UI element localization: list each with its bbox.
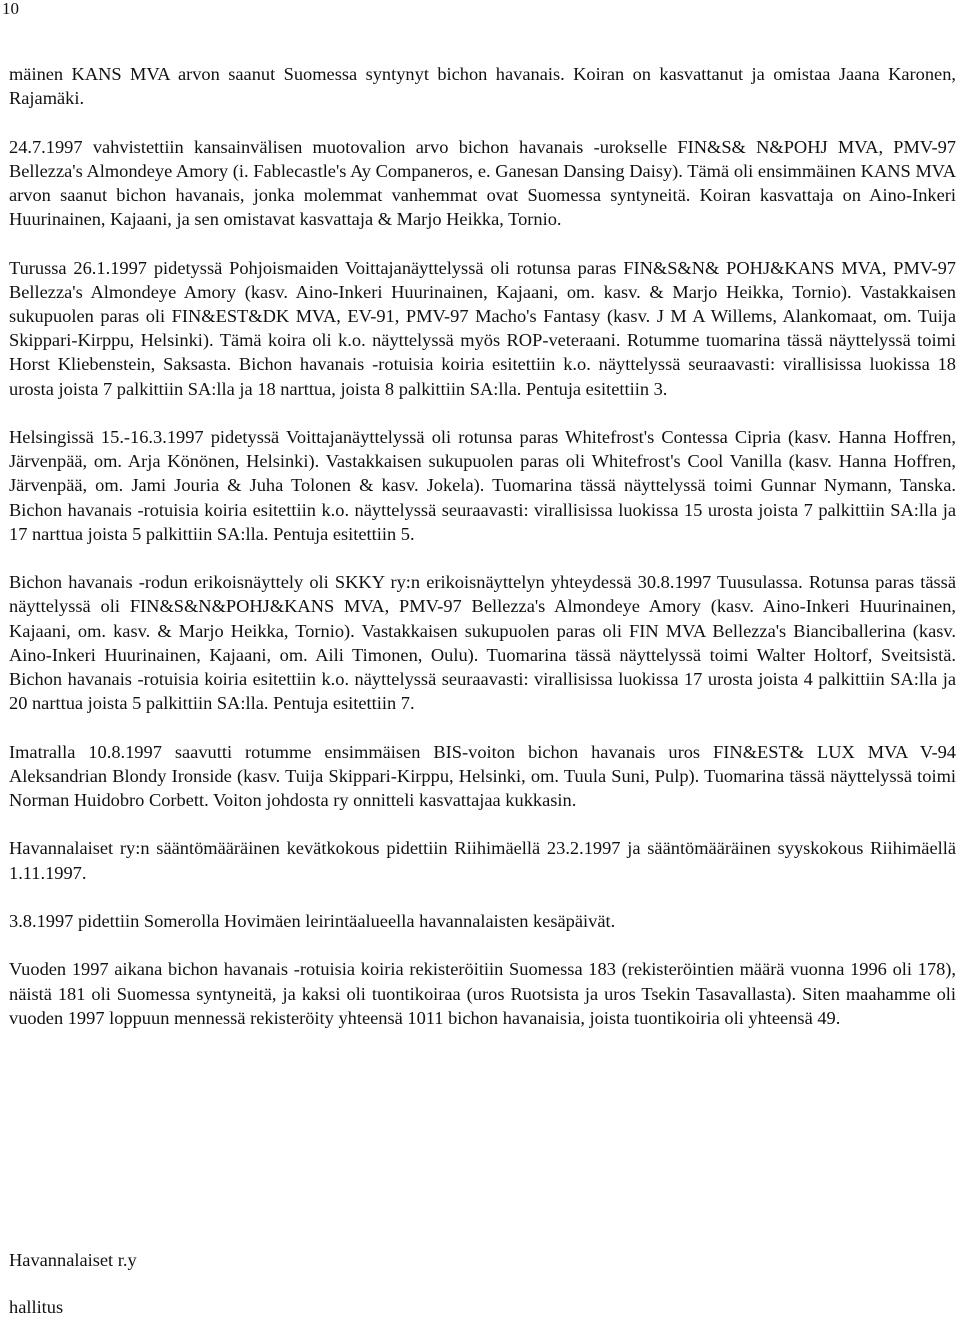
paragraph-club-meetings: Havannalaiset ry:n sääntömääräinen kevätkokous pidettiin Riihimäellä 23.2.1997 ja sääntömääräinen syyskokous Riihimäellä 1.11.1997. bbox=[9, 838, 956, 883]
page-number: 10 bbox=[2, 0, 19, 18]
paragraph-specialty-show: Bichon havanais -rodun erikoisnäyttely oli SKKY ry:n erikoisnäyttelyn yhteydessä 30.8.1997 Tuusulassa. Rotunsa paras tässä näyttelyssä oli FIN&S&N&POHJ&KANS MVA, PMV-97 Bellezza's Almondeye Amory (kasv. Aino-Inkeri Huurinainen, Kajaani, om. kasv. & Marjo Heikka, Tornio). Vastakkaisen sukupuolen paras oli FIN MVA Bellezza's Bianciballerina (kasv. Aino-Inkeri Huurinainen, Kajaani, om. Aili Timonen, Oulu). Tuomarina tässä näyttelyssä toimi Walter Holtorf, Sveitsistä. Bichon havanais -rotuisia koiria esitettiin k.o. näyttelyssä seuraavasti: virallisissa luokissa 17 urosta joista 4 palkittiin SA:lla ja 20 narttua joista 5 palkittiin SA:lla. Pentuja esitettiin 7. bbox=[9, 572, 956, 714]
document-body bbox=[9, 62, 956, 1054]
signature-organization: Havannalaiset r.y bbox=[9, 1250, 137, 1270]
paragraph-kans-mva-intro: mäinen KANS MVA arvon saanut Suomessa syntynyt bichon havanais. Koiran on kasvattanut ja omistaa Jaana Karonen, Rajamäki. bbox=[9, 64, 956, 109]
paragraph-summer-days: 3.8.1997 pidettiin Somerolla Hovimäen leirintäalueella havannalaisten kesäpäivät. bbox=[9, 911, 616, 931]
paragraph-registrations: Vuoden 1997 aikana bichon havanais -rotuisia koiria rekisteröitiin Suomessa 183 (rekisteröintien määrä vuonna 1996 oli 178), näistä 181 oli Suomessa syntyneitä, ja kaksi oli tuontikoiraa (uros Ruotsista ja uros Tsekin Tasavallasta). Siten maahamme oli vuoden 1997 loppuun mennessä rekisteröity yhteensä 1011 bichon havanaisia, joista tuontikoiria oli yhteensä 49. bbox=[9, 959, 956, 1028]
paragraph-international-champion: 24.7.1997 vahvistettiin kansainvälisen muotovalion arvo bichon havanais -urokselle FIN&S& N&POHJ MVA, PMV-97 Bellezza's Almondeye Amory (i. Fablecastle's Ay Companeros, e. Ganesan Dansing Daisy). Tämä oli ensimmäinen KANS MVA arvon saanut bichon havanais, jonka molemmat vanhemmat ovat Suomessa syntyneitä. Koiran kasvattaja on Aino-Inkeri Huurinainen, Kajaani, ja sen omistavat kasvattaja & Marjo Heikka, Tornio. bbox=[9, 136, 956, 230]
signature-board: hallitus bbox=[9, 1297, 64, 1317]
paragraph-turku-show: Turussa 26.1.1997 pidetyssä Pohjoismaiden Voittajanäyttelyssä oli rotunsa paras FIN&S&N& POHJ&KANS MVA, PMV-97 Bellezza's Almondeye Amory (kasv. Aino-Inkeri Huurinainen, Kajaani, om. kasv. & Marjo Heikka, Tornio). Vastakkaisen sukupuolen paras oli FIN&EST&DK MVA, EV-91, PMV-97 Macho's Fantasy (kasv. J M A Willems, Alankomaat, om. Tuija Skippari-Kirppu, Helsinki). Tämä koira oli k.o. näyttelyssä myös ROP-veteraani. Rotumme tuomarina tässä näyttelyssä toimi Horst Kliebenstein, Saksasta. Bichon havanais -rotuisia koiria esitettiin k.o. näyttelyssä seuraavasti: virallisissa luokissa 18 urosta joista 7 palkittiin SA:lla ja 18 narttua, joista 8 palkittiin SA:lla. Pentuja esitettiin 3. bbox=[9, 257, 956, 399]
paragraph-helsinki-show: Helsingissä 15.-16.3.1997 pidetyssä Voittajanäyttelyssä oli rotunsa paras Whitefrost's Contessa Cipria (kasv. Hanna Hoffren, Järvenpää, om. Arja Könönen, Helsinki). Vastakkaisen sukupuolen paras oli Whitefrost's Cool Vanilla (kasv. Hanna Hoffren, Järvenpää, om. Jami Jouria & Juha Tolonen & kasv. Jokela). Tuomarina tässä näyttelyssä toimi Gunnar Nymann, Tanska. Bichon havanais -rotuisia koiria esitettiin k.o. näyttelyssä seuraavasti: virallisissa luokissa 15 urosta joista 7 palkittiin SA:lla ja 17 narttua joista 5 palkittiin SA:lla. Pentuja esitettiin 5. bbox=[9, 427, 956, 544]
paragraph-imatra-bis: Imatralla 10.8.1997 saavutti rotumme ensimmäisen BIS-voiton bichon havanais uros FIN&EST& LUX MVA V-94 Aleksandrian Blondy Ironside (kasv. Tuija Skippari-Kirppu, Helsinki, om. Tuula Suni, Pulp). Tuomarina tässä näyttelyssä toimi Norman Huidobro Corbett. Voiton johdosta ry onnitteli kasvattajaa kukkasin. bbox=[9, 741, 956, 811]
